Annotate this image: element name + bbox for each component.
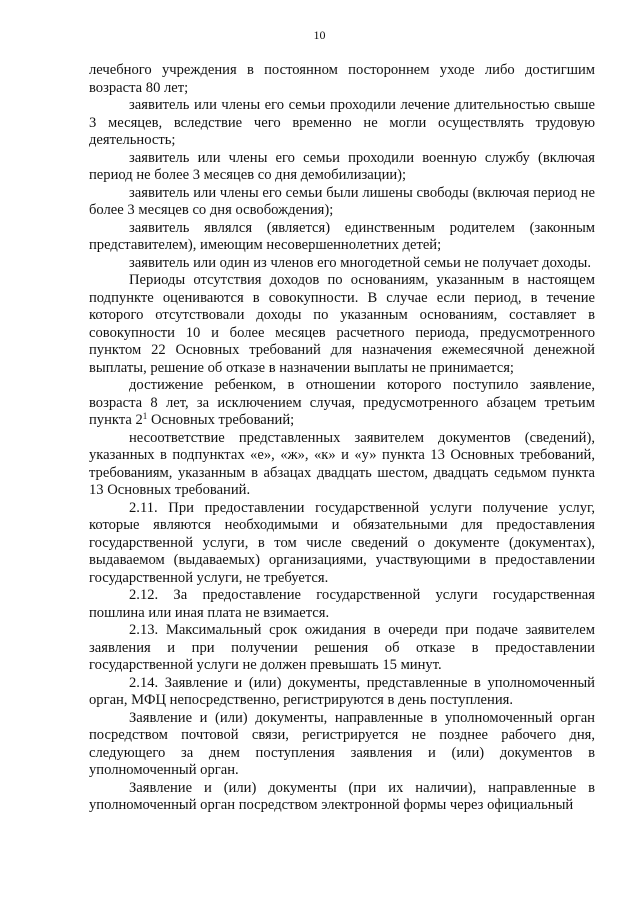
paragraph-3: заявитель или члены его семьи проходили военную службу (включая период не более 3 месяцев со дня демобилизации); [89, 149, 595, 183]
paragraph-4: заявитель или члены его семьи были лишены свободы (включая период не более 3 месяцев со дня освобождения); [89, 184, 595, 218]
superscript-one: 1 [142, 411, 148, 421]
paragraph-8 [89, 377, 595, 430]
paragraph-electronic: Заявление и (или) документы (при их наличии), направленные в уполномоченный орган посредством электронной формы через официальный [89, 779, 595, 813]
paragraph-6: заявитель или один из членов его многодетной семьи не получает доходы. [129, 254, 592, 271]
paragraph-2-12: 2.12. За предоставление государственной услуги государственная пошлина или иная плата не взимается. [89, 587, 595, 621]
paragraph-1: лечебного учреждения в постоянном постороннем уходе либо достигшим возраста 80 лет; [89, 62, 595, 96]
paragraph-8-text-before: достижение ребенком, в отношении которого поступило заявление, возраста 8 лет, за исключением случая, предусмотренного абзацем третьим пункта 2 [89, 377, 595, 428]
paragraph-2-14: 2.14. Заявление и (или) документы, представленные в уполномоченный орган, МФЦ непосредственно, регистрируются в день поступления. [89, 674, 595, 708]
paragraph-2-11: 2.11. При предоставлении государственной услуги получение услуг, которые являются необходимыми и обязательными для предоставления государственной услуги, в том числе сведений о документе (документах), выдаваемом (выдаваемых) организациями, участвующими в предоставлении государственной услуги, не требуется. [89, 499, 595, 586]
paragraph-2-13: 2.13. Максимальный срок ожидания в очереди при подаче заявителем заявления и при получении решения об отказе в предоставлении государственной услуги не должен превышать 15 минут. [89, 622, 595, 673]
paragraph-8-text-after: Основных требований; [147, 412, 295, 428]
paragraph-2: заявитель или члены его семьи проходили лечение длительностью свыше 3 месяцев, вследствие чего временно не могли осуществлять трудовую деятельность; [89, 97, 595, 148]
paragraph-7: Периоды отсутствия доходов по основаниям, указанным в настоящем подпункте оцениваются в совокупности. В случае если период, в течение которого отсутствовали доходы по указанным основаниям, составляет в совокупности 10 и более месяцев расчетного периода, предусмотренного пунктом 22 Основных требований для назначения ежемесячной денежной выплаты, решение об отказе в назначении выплаты не принимается; [89, 272, 595, 376]
paragraph-9: несоответствие представленных заявителем документов (сведений), указанных в подпунктах «е», «ж», «к» и «у» пункта 13 Основных требований, требованиям, указанным в абзацах двадцать шестом, двадцать седьмом пункта 13 Основных требований. [89, 429, 595, 498]
page-number: 10 [313, 28, 326, 42]
document-body [89, 62, 595, 815]
paragraph-5: заявитель являлся (является) единственным родителем (законным представителем), имеющим несовершеннолетних детей; [89, 219, 595, 253]
paragraph-postal: Заявление и (или) документы, направленные в уполномоченный орган посредством почтовой связи, регистрируется не позднее рабочего дня, следующего за днем поступления заявления и (или) документов в уполномоченный орган. [89, 709, 595, 778]
